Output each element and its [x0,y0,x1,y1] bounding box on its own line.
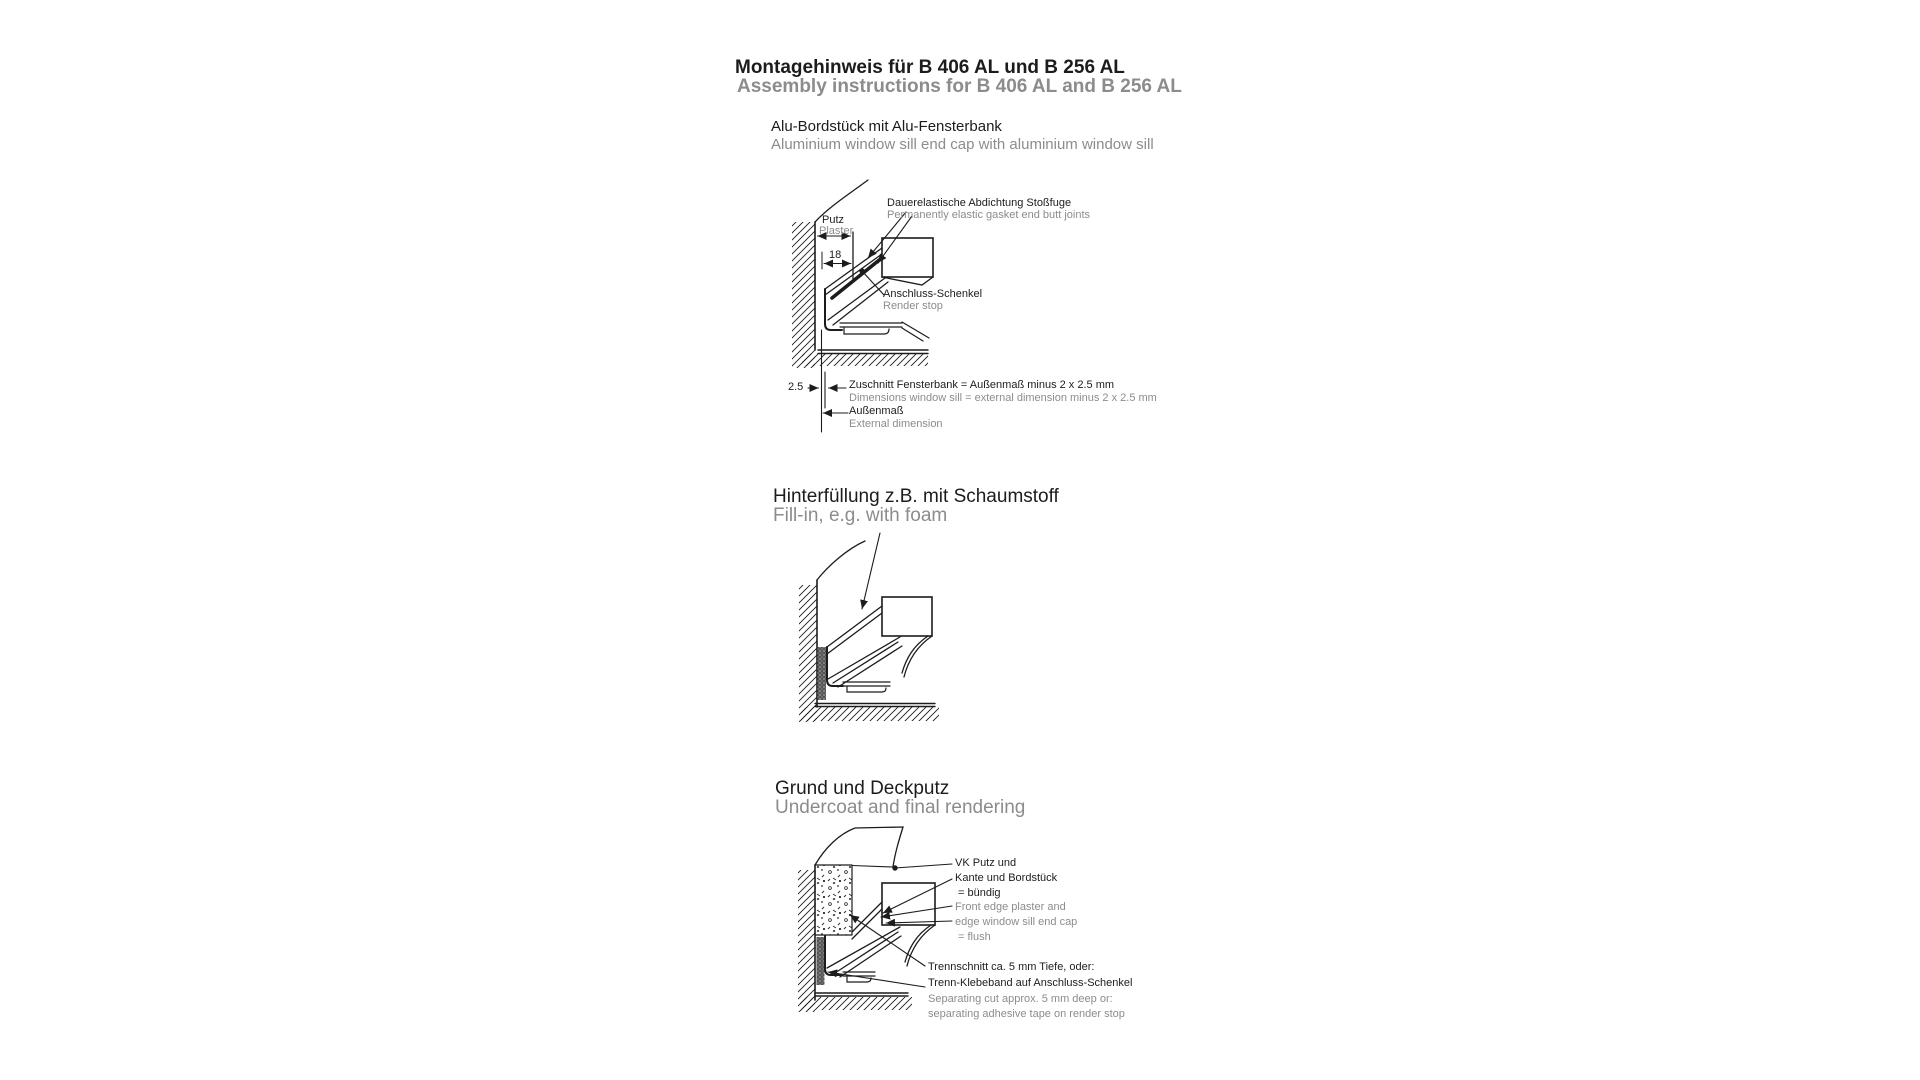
section-3-heading-de: Grund und Deckputz [775,778,950,799]
label-flush-de-1: VK Putz und [955,857,1017,869]
ground-line [815,704,935,707]
wall-hatching [798,870,815,1012]
diagram-2-foam-backfill-drawing [795,530,1005,745]
label-flush-en-3: = flush [958,931,991,943]
plaster-break-outline [815,827,903,867]
label-flush-en-1: Front edge plaster and [955,901,1066,913]
label-flush-en-2: edge window sill end cap [955,916,1078,928]
end-cap-upstand [882,883,935,925]
label-cut-de: Zuschnitt Fensterbank = Außenmaß minus 2 x 2.5 mm [849,379,1115,391]
front-clip [844,328,889,334]
heading-leader-line [862,533,880,609]
label-outer-en: External dimension [849,418,943,430]
front-clip [847,687,886,692]
ground-hatching [802,354,928,366]
label-putz-de: Putz [822,214,845,226]
label-dim-2-5: 2.5 [788,381,804,393]
window-sill-profile [827,597,932,692]
foam-backfill-strip [818,647,827,700]
sill-break-line [902,636,932,677]
plaster-speckle-layer [816,866,852,936]
page-title-en: Assembly instructions for B 406 AL and B 256 AL [737,76,1182,97]
label-flush-de-2: Kante und Bordstück [955,872,1058,884]
ground-line [815,993,908,996]
label-putz-en: Plaster [819,225,854,237]
label-cut-en: Dimensions window sill = external dimension minus 2 x 2.5 mm [849,392,1157,404]
end-cap-upstand [882,597,932,636]
label-cut-en-2: separating adhesive tape on render stop [928,1008,1125,1020]
wall-hatching [792,222,815,368]
wall-break-line [817,541,865,580]
label-dim-18: 18 [829,249,842,261]
wall-hatching [799,585,817,722]
section-2-heading-en: Fill-in, e.g. with foam [773,505,948,526]
label-render-stop-en: Render stop [883,300,943,312]
label-cut-en-1: Separating cut approx. 5 mm deep or: [928,993,1113,1005]
ground-hatching [800,997,912,1010]
label-outer-de: Außenmaß [849,405,904,417]
section-1-heading-en: Aluminium window sill end cap with aluminium window sill [771,136,1154,153]
section-3-heading-en: Undercoat and final rendering [775,797,1026,818]
label-render-stop-de: Anschluss-Schenkel [883,288,983,300]
foam-backfill-strip [817,937,825,985]
end-cap-upstand [882,238,933,277]
ground-line [818,350,928,354]
label-cut-de-2: Trenn-Klebeband auf Anschluss-Schenkel [928,977,1133,989]
label-gasket-en: Permanently elastic gasket end butt joints [887,209,1091,221]
label-cut-de-1: Trennschnitt ca. 5 mm Tiefe, oder: [928,961,1095,973]
label-flush-de-3: = bündig [958,887,1001,899]
section-2-heading-de: Hinterfüllung z.B. mit Schaumstoff [773,486,1059,507]
label-gasket-de: Dauerelastische Abdichtung Stoßfuge [887,197,1072,209]
render-stop-profile [825,936,841,975]
ground-hatching [801,707,939,721]
section-1-heading-de: Alu-Bordstück mit Alu-Fensterbank [771,118,1002,135]
sill-break-line [905,925,935,966]
page-title-de: Montagehinweis für B 406 AL und B 256 AL [735,57,1125,78]
